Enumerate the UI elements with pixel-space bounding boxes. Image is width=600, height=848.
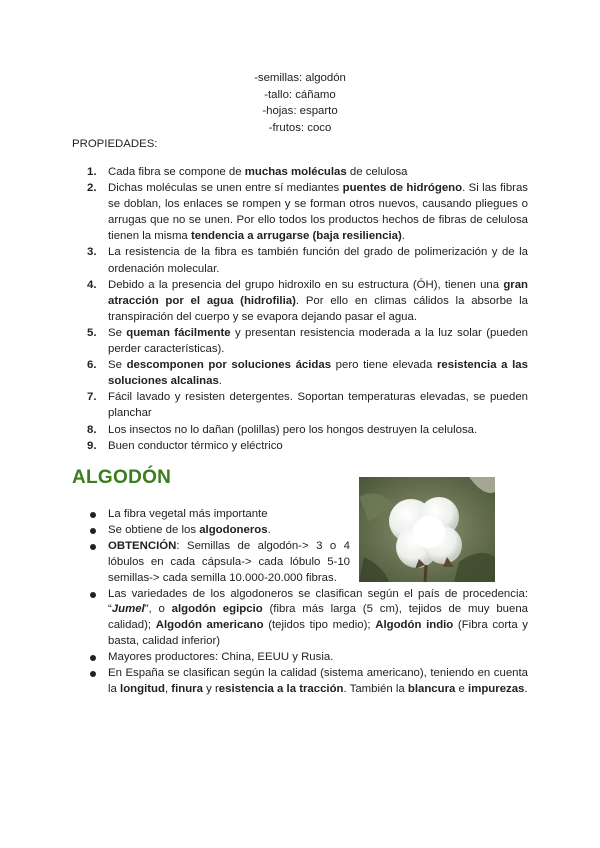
text-span: y r (202, 682, 219, 695)
intro-line: -tallo: cáñamo (264, 88, 336, 101)
bold-text: resistencia a las soluciones alcalinas (108, 359, 528, 388)
bold-text: OBTENCIÓN (108, 539, 177, 552)
property-item (87, 244, 528, 276)
text-span: (fibra más larga (5 cm), tejidos de muy buena calidad); (108, 603, 529, 632)
text-span: En España se clasifican según la calidad (sistema americano), teniendo en cuenta la (108, 667, 528, 695)
section-heading: ALGODÓN (72, 467, 172, 488)
text-span: (Fibra corta y basta, calidad inferior) (108, 619, 529, 648)
text-span: . (218, 375, 222, 388)
properties-label: PROPIEDADES: (72, 138, 158, 150)
bullet-dot (90, 592, 96, 598)
text-span: . (267, 523, 271, 536)
bullet-dot (90, 512, 96, 518)
bold-text: queman fácilmente (126, 326, 231, 339)
property-item (87, 277, 528, 325)
text-span: y presentan resistencia moderada a la luz solar (pueden perder características). (108, 326, 528, 356)
item-number: 8. (87, 423, 97, 436)
bold-text: tendencia a arrugarse (baja resiliencia) (190, 230, 402, 243)
text-span: de celulosa (346, 166, 408, 178)
bold-text: muchas moléculas (244, 166, 347, 178)
bold-text: algodoneros (199, 523, 268, 536)
bullet-item (108, 539, 350, 587)
text-span: Las variedades de los algodoneros se clasifican según el país de procedencia: “ (108, 587, 528, 616)
text-span: Fácil lavado y resisten detergentes. Soportan temperaturas elevadas, se pueden planchar (108, 391, 528, 420)
text-span: . Por ello en climas cálidos la absorbe la transpiración del cuerpo y se evapora dejando pasar el agua. (108, 294, 528, 323)
bullet-dot (90, 544, 96, 550)
property-item (87, 357, 528, 389)
text-span: . También la (343, 682, 408, 695)
item-number: 3. (87, 246, 97, 259)
text-span: e (455, 682, 469, 695)
bold-text: descomponen por soluciones ácidas (126, 359, 332, 372)
intro-line: -frutos: coco (268, 121, 332, 134)
property-item (87, 422, 528, 438)
item-number: 6. (87, 359, 97, 372)
bold-text: impurezas (468, 682, 525, 695)
intro-line: -hojas: esparto (262, 105, 338, 117)
property-item (87, 325, 528, 357)
bold-text: esistencia a la tracción (218, 682, 344, 695)
text-span: Dichas moléculas se unen entre sí mediantes (108, 182, 343, 195)
item-number: 2. (87, 182, 97, 195)
bold-text: longitud (120, 682, 165, 695)
bold-text: finura (171, 682, 203, 695)
item-number: 1. (87, 166, 97, 178)
text-span: Mayores productores: China, EEUU y Rusia. (108, 651, 334, 664)
algodon-list (108, 507, 528, 698)
bold-text: Algodón americano (155, 619, 264, 632)
text-span: : Semillas de algodón-> 3 o 4 lóbulos en cada cápsula-> cada lóbulo 5-10 semillas-> cada semilla 10.000-20.000 fibras. (108, 539, 350, 584)
item-number: 4. (87, 278, 97, 291)
text-span: (tejidos tipo medio); (263, 619, 376, 632)
bold-text: algodón egipcio (171, 603, 263, 616)
properties-list (87, 164, 528, 454)
text-span: pero tiene elevada (331, 359, 437, 372)
text-span: ”, o (144, 603, 172, 616)
text-span: Los insectos no lo dañan (polillas) pero los hongos destruyen la celulosa. (108, 423, 478, 436)
bullet-item (108, 507, 350, 523)
property-item (87, 438, 528, 454)
intro-lines (0, 70, 600, 136)
bullet-item (108, 666, 528, 698)
property-item (87, 389, 528, 421)
bullet-item (108, 523, 350, 539)
bold-text: gran atracción por el agua (hidrofilia) (108, 278, 528, 307)
bullet-dot (90, 671, 96, 677)
text-span: . (401, 230, 405, 243)
item-number: 9. (87, 439, 97, 452)
text-span: La fibra vegetal más importante (108, 508, 268, 520)
text-span: , (164, 682, 172, 695)
bullet-item (108, 650, 528, 666)
bold-text: Jumel (111, 603, 145, 616)
item-number: 5. (87, 326, 97, 339)
property-item (87, 164, 528, 180)
text-span: La resistencia de la fibra es también función del grado de polimerización y de la ordenación molecular. (108, 246, 528, 275)
text-span: . (524, 682, 528, 695)
bold-text: puentes de hidrógeno (342, 182, 463, 195)
bold-text: Algodón indio (375, 619, 454, 632)
text-span: Se (108, 326, 127, 339)
property-item (87, 180, 528, 244)
bullet-dot (90, 655, 96, 661)
bullet-item (108, 587, 528, 651)
bold-text: blancura (407, 682, 456, 695)
bullet-dot (90, 528, 96, 534)
text-span: Se obtiene de los (108, 523, 200, 536)
text-span: Cada fibra se compone de (108, 166, 245, 178)
text-span: Se (108, 359, 127, 372)
intro-line: -semillas: algodón (254, 72, 346, 84)
text-span: . Si las fibras se doblan, los enlaces se rompen y se forman otros nuevos, causando pliegues o arrugas que no se unen. Por ello todos los productos hechos de fibras de celulosa tienen la misma (108, 182, 528, 243)
text-span: Debido a la presencia del grupo hidroxilo en su estructura (ÓH), tienen una (108, 278, 504, 291)
text-span: Buen conductor térmico y eléctrico (108, 439, 283, 452)
item-number: 7. (87, 391, 97, 404)
